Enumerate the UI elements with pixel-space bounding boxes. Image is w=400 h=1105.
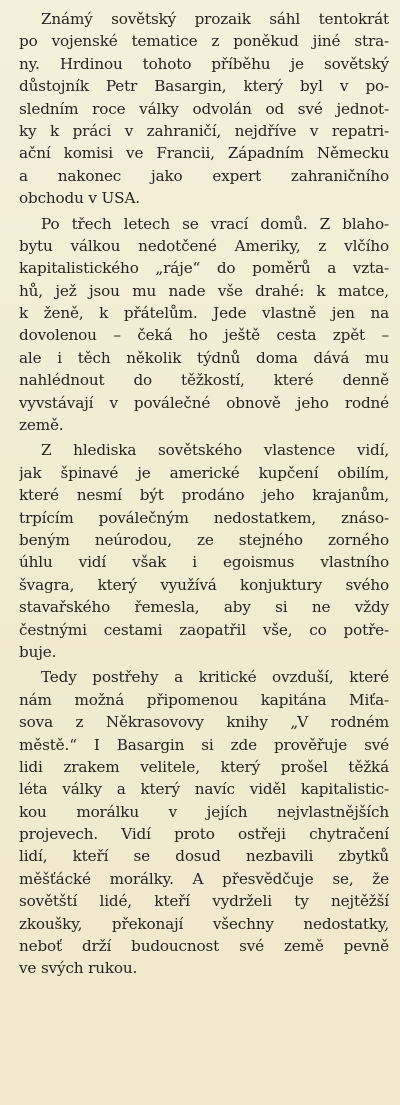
paragraph-2	[19, 213, 389, 437]
text-line: ale i těch několik týdnů doma dává mu	[19, 348, 389, 367]
text-line: nám možná připomenou kapitána Miťa-	[19, 690, 389, 709]
text-line: Z hlediska sovětského vlastence vidí,	[41, 441, 389, 460]
text-line: městě.“ I Basargin si zde prověřuje své	[19, 735, 389, 754]
text-line: neboť drží budoucnost své země pevně	[19, 937, 389, 956]
paragraph-1	[19, 8, 389, 210]
text-line: hů, jež jsou mu nade vše drahé: k matce,	[19, 281, 389, 300]
text-line: čestnými cestami zaopatřil vše, co potře-	[19, 620, 389, 639]
text-line: švagra, který využívá konjuktury svého	[19, 575, 389, 594]
text-line: Tedy postřehy a kritické ovzduší, které	[41, 668, 389, 687]
paragraph-3	[19, 439, 389, 663]
text-line: měšťácké morálky. A přesvědčuje se, že	[19, 869, 389, 888]
text-column	[19, 8, 389, 983]
text-line: důstojník Petr Basargin, který byl v po-	[19, 77, 389, 96]
text-line: lidí, kteří se dosud nezbavili zbytků	[19, 847, 389, 866]
text-line: země.	[19, 416, 64, 435]
text-line: ny. Hrdinou tohoto příběhu je sovětský	[19, 54, 389, 73]
text-line: kou morálku v jejích nejvlastnějších	[19, 802, 389, 821]
text-line: dovolenou – čeká ho ještě cesta zpět –	[19, 326, 389, 345]
text-line: jak špinavé je americké kupčení obilím,	[19, 463, 389, 482]
text-line: lidi zrakem velitele, který prošel těžká	[19, 757, 389, 776]
text-line: kapitalistického „ráje“ do poměrů a vzta-	[19, 259, 389, 278]
text-line: beným neúrodou, ze stejného zorného	[19, 530, 389, 549]
text-line: Po třech letech se vrací domů. Z blaho-	[41, 214, 389, 233]
text-line: bytu válkou nedotčené Ameriky, z vlčího	[19, 236, 389, 255]
text-line: nahlédnout do těžkostí, které denně	[19, 371, 389, 390]
text-line: sledním roce války odvolán od své jednot-	[19, 99, 389, 118]
text-line: projevech. Vidí proto ostřeji chytračení	[19, 825, 389, 844]
text-line: vyvstávají v poválečné obnově jeho rodné	[19, 393, 389, 412]
text-line: buje.	[19, 642, 57, 661]
text-line: ační komisi ve Francii, Západním Německu	[19, 144, 389, 163]
text-line: stavařského řemesla, aby si ne vždy	[19, 598, 389, 617]
text-line: Známý sovětský prozaik sáhl tentokrát	[41, 10, 389, 28]
text-line: které nesmí být prodáno jeho krajanům,	[19, 486, 389, 505]
text-line: ve svých rukou.	[19, 959, 138, 978]
text-line: zkoušky, překonají všechny nedostatky,	[19, 914, 389, 933]
text-line: po vojenské tematice z poněkud jiné stra-	[19, 32, 389, 51]
text-line: úhlu vidí však i egoismus vlastního	[19, 553, 389, 572]
text-line: a nakonec jako expert zahraničního	[19, 166, 389, 185]
text-line: sovětští lidé, kteří vydrželi ty nejtěžší	[19, 892, 389, 911]
text-line: trpícím poválečným nedostatkem, znáso-	[19, 508, 389, 527]
paragraph-4	[19, 666, 389, 979]
text-line: obchodu v USA.	[19, 189, 140, 208]
text-line: léta války a který navíc viděl kapitalistic-	[19, 780, 389, 799]
text-line: sova z Někrasovovy knihy „V rodném	[19, 713, 389, 732]
text-line: k ženě, k přátelům. Jede vlastně jen na	[19, 304, 389, 323]
text-line: ky k práci v zahraničí, nejdříve v repatri-	[19, 121, 389, 140]
